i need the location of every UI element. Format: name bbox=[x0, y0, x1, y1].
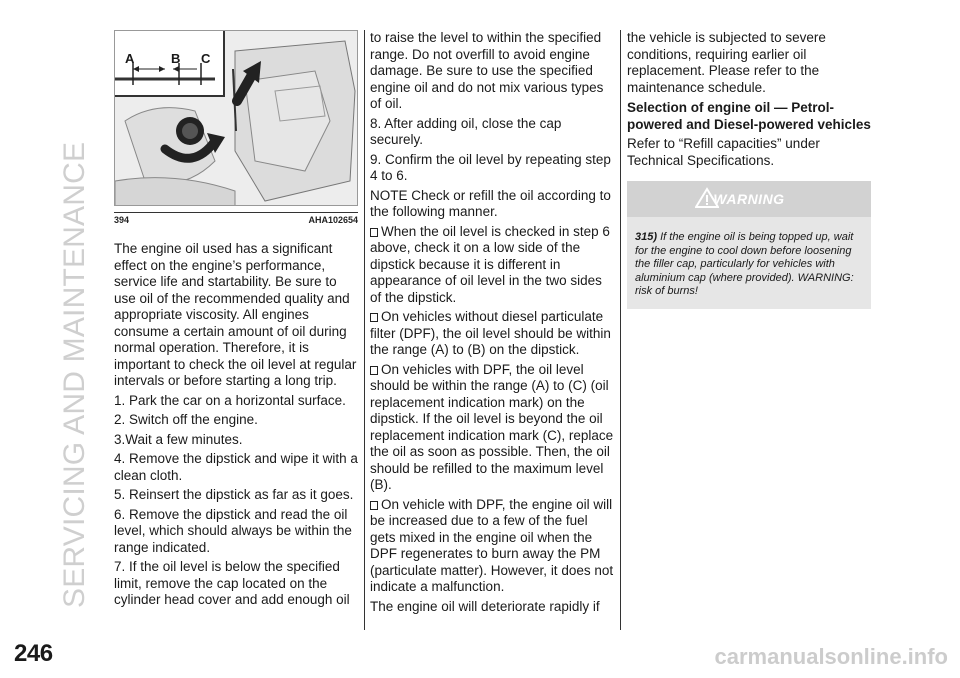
checkbox-bullet-icon bbox=[370, 366, 378, 375]
dipstick-icon bbox=[115, 31, 223, 95]
column-2 bbox=[370, 30, 614, 618]
paragraph: Refer to “Refill capacities” under Technical Specifications. bbox=[627, 136, 820, 168]
paragraph: The engine oil used has a significant effect on the engine’s performance, service life and startability. Be sure to use oil of the recommended quality and appropriate viscosity. All engines consume a certain amount of oil during normal operation. Therefore, it is important to check the oil level at regular intervals or before starting a long trip. bbox=[114, 241, 357, 388]
warning-title: WARNING bbox=[713, 191, 785, 207]
warning-text bbox=[627, 217, 871, 303]
step-2: 2. Switch off the engine. bbox=[114, 412, 258, 427]
bullet-item: On vehicles with DPF, the oil level should be within the range (A) to (C) (oil replacement indication mark) on the dipstick. If the oil level is beyond the oil replacement indication mark (C), replace the oil as soon as possible. Then, the oil should be refilled to the maximum level (B). bbox=[370, 361, 614, 492]
step-9: 9. Confirm the oil level by repeating step 4 to 6. bbox=[370, 151, 611, 183]
paragraph: The engine oil will deteriorate rapidly if bbox=[370, 598, 600, 614]
paragraph: to raise the level to within the specified range. Do not overfill to avoid engine damage. Be sure to use the specified engine oil and do not mix various types of oil. bbox=[370, 30, 604, 111]
column-divider bbox=[620, 30, 621, 630]
warning-box bbox=[627, 181, 871, 309]
step-4: 4. Remove the dipstick and wipe it with a clean cloth. bbox=[114, 451, 358, 483]
bullet-item: On vehicles without diesel particulate filter (DPF), the oil level should be within the range (A) to (B) on the dipstick. bbox=[370, 309, 611, 357]
bullet-item: On vehicle with DPF, the engine oil will be increased due to a few of the fuel gets mixed in the engine oil when the DPF regenerates to burn away the PM (particulate matter). However, it does not indicate a malfunction. bbox=[370, 496, 614, 594]
step-1: 1. Park the car on a horizontal surface. bbox=[114, 392, 346, 408]
engine-oil-figure bbox=[114, 30, 358, 206]
figure-number: 394 bbox=[114, 215, 130, 225]
warning-body: If the engine oil is being topped up, wait for the engine to cool down before loosening the filler cap, particularly for vehicles with aluminium cap (where provided). WARNING: risk of burns! bbox=[635, 231, 854, 297]
column-divider bbox=[364, 30, 365, 630]
checkbox-bullet-icon bbox=[370, 313, 378, 322]
note: NOTE Check or refill the oil according to the following manner. bbox=[370, 187, 611, 219]
mark-label-a: A bbox=[125, 51, 135, 66]
step-7: 7. If the oil level is below the specified limit, remove the cap located on the cylinder head cover and add enough oil bbox=[114, 559, 350, 607]
figure-caption bbox=[114, 212, 358, 225]
step-6: 6. Remove the dipstick and read the oil level, which should always be within the range indicated. bbox=[114, 506, 352, 555]
checkbox-bullet-icon bbox=[370, 501, 378, 510]
page-number: 246 bbox=[14, 640, 53, 667]
warning-header bbox=[627, 181, 871, 217]
section-heading: Selection of engine oil — Petrol-powered and Diesel-powered vehicles bbox=[627, 100, 871, 132]
paragraph: the vehicle is subjected to severe conditions, requiring earlier oil replacement. Please refer to the maintenance schedule. bbox=[627, 30, 826, 95]
dipstick-inset bbox=[115, 31, 225, 97]
figure-code: AHA102654 bbox=[308, 215, 358, 225]
warning-ref: 315) bbox=[635, 231, 658, 243]
checkbox-bullet-icon bbox=[370, 228, 378, 237]
step-3: 3.Wait a few minutes. bbox=[114, 431, 243, 447]
column-1 bbox=[114, 30, 358, 612]
watermark: carmanualsonline.info bbox=[714, 644, 948, 669]
mark-label-c: C bbox=[201, 51, 211, 66]
section-side-title: SERVICING AND MAINTENANCE bbox=[58, 141, 91, 608]
step-8: 8. After adding oil, close the cap securely. bbox=[370, 115, 562, 147]
column-3 bbox=[627, 30, 871, 309]
mark-label-b: B bbox=[171, 51, 181, 66]
step-5: 5. Reinsert the dipstick as far as it goes. bbox=[114, 487, 354, 502]
bullet-item: When the oil level is checked in step 6 above, check it on a low side of the dipstick because it is different in appearance of oil level in the two sides of the dipstick. bbox=[370, 223, 610, 305]
